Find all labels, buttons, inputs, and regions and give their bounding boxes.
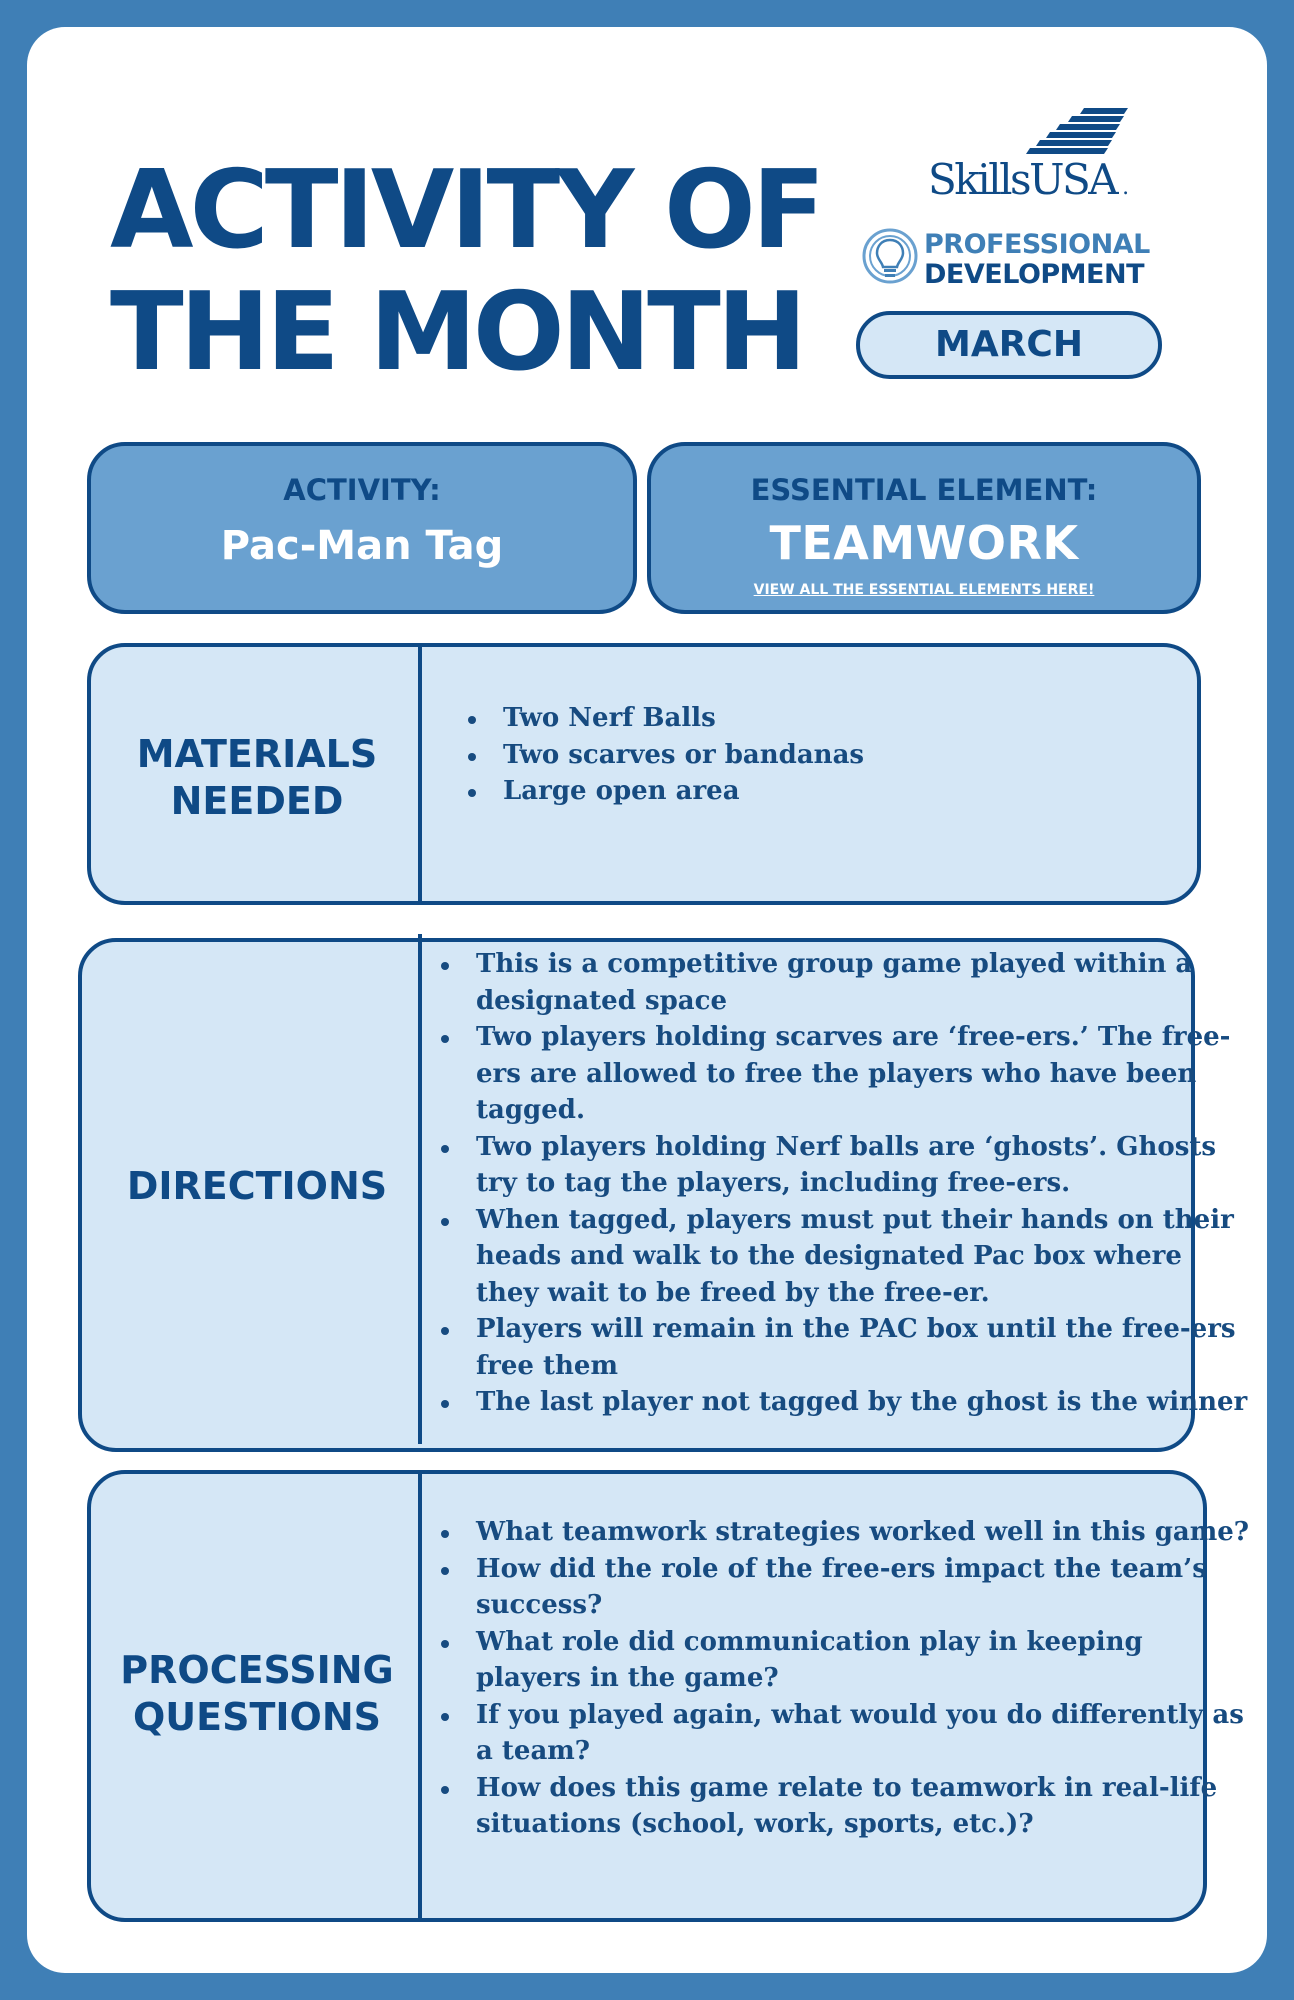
skillsusa-logo <box>928 108 1128 203</box>
page-title <box>110 150 822 394</box>
activity-name: Pac-Man Tag <box>220 523 504 569</box>
skillsusa-stripes-icon <box>1024 108 1128 158</box>
list-item: What teamwork strategies worked well in this game? <box>441 1514 1249 1551</box>
month-badge: MARCH <box>856 311 1162 379</box>
list-item: Two scarves or bandanas <box>468 737 864 774</box>
list-item: Players will remain in the PAC box until the free-ers free them <box>441 1311 1247 1384</box>
essential-element-label: ESSENTIAL ELEMENT: <box>750 473 1098 507</box>
directions-divider <box>418 934 422 1444</box>
title-line-2: THE MONTH <box>110 270 804 395</box>
essential-element-name: TEAMWORK <box>769 516 1079 570</box>
questions-heading: PROCESSING QUESTIONS <box>120 1648 394 1739</box>
list-item: This is a competitive group game played within a designated space <box>441 946 1247 1019</box>
directions-list <box>441 946 1247 1421</box>
activity-label: ACTIVITY: <box>283 473 441 507</box>
questions-list <box>441 1514 1249 1843</box>
brand-line-1: PROFESSIONAL <box>924 229 1150 260</box>
list-item: How does this game relate to teamwork in real-life situations (school, work, sports, etc.)? <box>441 1770 1249 1843</box>
materials-heading: MATERIALS NEEDED <box>136 732 378 823</box>
list-item: If you played again, what would you do differently as a team? <box>441 1697 1249 1770</box>
professional-development-logo <box>862 224 1152 292</box>
questions-divider <box>418 1470 422 1922</box>
list-item: Large open area <box>468 773 864 810</box>
list-item: Two Nerf Balls <box>468 700 864 737</box>
activity-box <box>87 442 637 614</box>
materials-divider <box>418 643 422 905</box>
directions-heading: DIRECTIONS <box>126 1164 388 1208</box>
lightbulb-icon <box>862 228 918 288</box>
list-item: When tagged, players must put their hands on their heads and walk to the designated Pac box where they wait to be freed by the free-er. <box>441 1202 1247 1312</box>
list-item: Two players holding Nerf balls are ‘ghosts’. Ghosts try to tag the players, including free-ers. <box>441 1129 1247 1202</box>
list-item: Two players holding scarves are ‘free-ers.’ The free- ers are allowed to free the players who have been tagged. <box>441 1019 1247 1129</box>
materials-list <box>468 700 864 810</box>
brand-line-2: DEVELOPMENT <box>924 259 1145 290</box>
skillsusa-wordmark: SkillsUSA . <box>928 155 1127 204</box>
view-essential-elements-link[interactable]: VIEW ALL THE ESSENTIAL ELEMENTS HERE! <box>753 582 1095 598</box>
list-item: What role did communication play in keeping players in the game? <box>441 1624 1249 1697</box>
list-item: How did the role of the free-ers impact the team’s success? <box>441 1551 1249 1624</box>
essential-element-box <box>647 442 1201 614</box>
list-item: The last player not tagged by the ghost is the winner <box>441 1384 1247 1421</box>
title-line-1: ACTIVITY OF <box>110 148 822 273</box>
